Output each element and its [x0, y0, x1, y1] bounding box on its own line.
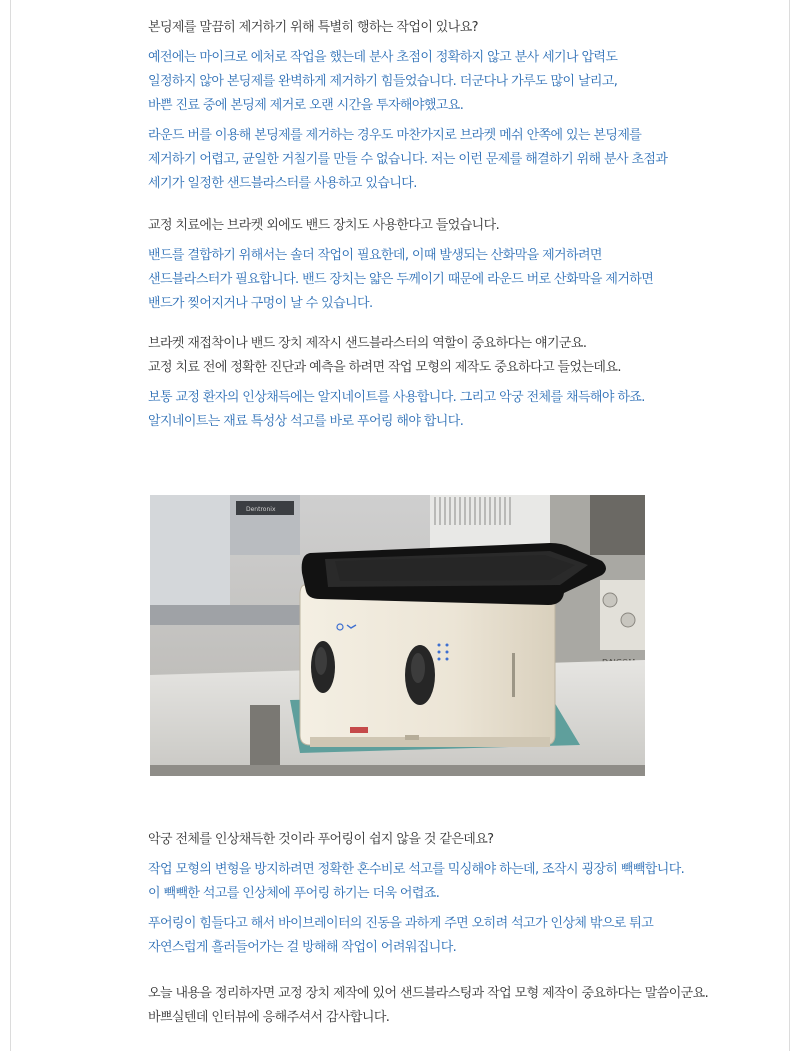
interview-answer-line: 바쁜 진료 중에 본딩제 제거로 오랜 시간을 투자해야했고요.	[148, 98, 464, 113]
device-brand-label: Dentronix	[246, 506, 276, 513]
interview-answer-line: 샌드블라스터가 필요합니다. 밴드 장치는 얇은 두께이기 때문에 라운드 버로 산화막을 제거하면	[148, 272, 654, 287]
interview-answer-line: 예전에는 마이크로 에처로 작업을 했는데 분사 초점이 정확하지 않고 분사 세기나 압력도	[148, 50, 618, 65]
device-photo	[150, 495, 645, 776]
interview-answer-line: 자연스럽게 흘러들어가는 걸 방해해 작업이 어려워집니다.	[148, 940, 457, 955]
interview-question: 교정 치료에는 브라켓 외에도 밴드 장치도 사용한다고 들었습니다.	[148, 218, 500, 233]
closing-remarks	[148, 982, 768, 1030]
interview-section-bottom	[148, 828, 748, 960]
interview-question: 본딩제를 말끔히 제거하기 위해 특별히 행하는 작업이 있나요?	[148, 20, 478, 35]
device-photo-illustration	[150, 495, 645, 776]
interview-answer-line: 이 빽빽한 석고를 인상체에 푸어링 하기는 더욱 어렵죠.	[148, 886, 440, 901]
interview-section-top	[148, 16, 748, 434]
interview-answer-line: 일정하지 않아 본딩제를 완벽하게 제거하기 힘들었습니다. 더군다나 가루도 많이 날리고,	[148, 74, 618, 89]
interview-answer-line: 밴드가 찢어지거나 구멍이 날 수 있습니다.	[148, 296, 373, 311]
interview-answer-line: 푸어링이 힘들다고 해서 바이브레이터의 진동을 과하게 주면 오히려 석고가 인상체 밖으로 튀고	[148, 916, 654, 931]
interview-answer-line: 라운드 버를 이용해 본딩제를 제거하는 경우도 마찬가지로 브라켓 메쉬 안쪽에 있는 본딩제를	[148, 128, 642, 143]
closing-line: 바쁘실텐데 인터뷰에 응해주셔서 감사합니다.	[148, 1010, 390, 1025]
interview-question: 브라켓 재접착이나 밴드 장치 제작시 샌드블라스터의 역할이 중요하다는 얘기군요.	[148, 336, 587, 351]
interview-answer-line: 작업 모형의 변형을 방지하려면 정확한 혼수비로 석고를 믹싱해야 하는데, 조작시 굉장히 빽빽합니다.	[148, 862, 685, 877]
interview-answer-line: 밴드를 결합하기 위해서는 솔더 작업이 필요한데, 이때 발생되는 산화막을 제거하려면	[148, 248, 602, 263]
interview-question: 교정 치료 전에 정확한 진단과 예측을 하려면 작업 모형의 제작도 중요하다고 들었는데요.	[148, 360, 621, 375]
interview-question: 악궁 전체를 인상채득한 것이라 푸어링이 쉽지 않을 것 같은데요?	[148, 832, 494, 847]
interview-answer-line: 세기가 일정한 샌드블라스터를 사용하고 있습니다.	[148, 176, 417, 191]
interview-answer-line: 보통 교정 환자의 인상채득에는 알지네이트를 사용합니다. 그리고 악궁 전체를 채득해야 하죠.	[148, 390, 645, 405]
closing-line: 오늘 내용을 정리하자면 교정 장치 제작에 있어 샌드블라스팅과 작업 모형 제작이 중요하다는 말씀이군요.	[148, 986, 709, 1001]
interview-answer-line: 제거하기 어렵고, 균일한 거칠기를 만들 수 없습니다. 저는 이런 문제를 해결하기 위해 분사 초점과	[148, 152, 668, 167]
interview-answer-line: 알지네이트는 재료 특성상 석고를 바로 푸어링 해야 합니다.	[148, 414, 464, 429]
